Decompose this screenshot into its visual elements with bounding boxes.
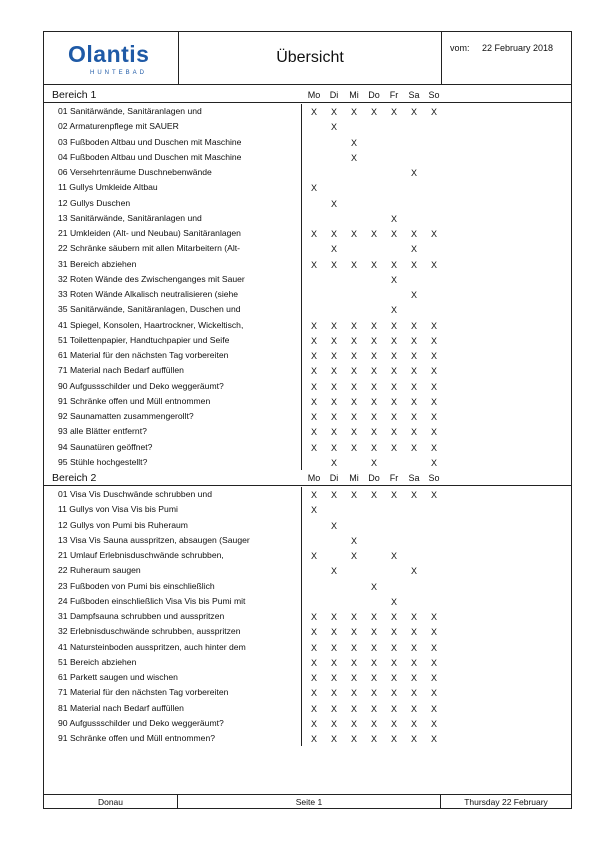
date-cell	[442, 32, 571, 85]
day-check-mark: X	[370, 366, 377, 377]
date-label: vom:	[450, 43, 470, 53]
day-check-mark: X	[390, 366, 397, 377]
day-check-mark: X	[310, 657, 317, 668]
day-check-mark: X	[370, 427, 377, 438]
day-check-mark: X	[330, 612, 337, 622]
day-check-mark: X	[310, 366, 317, 377]
day-column-header: Mo	[307, 473, 321, 483]
day-check-mark: X	[410, 566, 417, 577]
day-check-mark: X	[330, 381, 337, 392]
task-name: 92 Saunamatten zusammengerollt?	[58, 411, 194, 421]
day-check-mark: X	[390, 612, 397, 622]
day-check-mark: X	[350, 396, 357, 407]
day-check-mark: X	[430, 259, 437, 270]
day-column-header: Sa	[408, 90, 420, 100]
document-frame	[43, 31, 572, 809]
day-check-mark: X	[330, 351, 337, 361]
task-row	[44, 563, 571, 578]
day-check-mark: X	[410, 688, 417, 699]
day-check-mark: X	[330, 673, 337, 683]
day-check-mark: X	[350, 366, 357, 377]
day-check-mark: X	[310, 642, 317, 653]
task-name: 61 Parkett saugen und wischen	[58, 672, 178, 682]
day-check-mark: X	[430, 718, 437, 729]
day-check-mark: X	[410, 320, 417, 331]
day-check-mark: X	[350, 152, 357, 163]
day-check-mark: X	[310, 703, 317, 714]
day-check-mark: X	[410, 259, 417, 270]
day-check-mark: X	[410, 642, 417, 653]
task-name: 81 Material nach Bedarf auffüllen	[58, 702, 184, 713]
footer-left: Donau	[44, 795, 178, 809]
day-check-mark: X	[370, 703, 377, 714]
day-check-mark: X	[350, 259, 357, 270]
day-check-mark: X	[330, 229, 337, 239]
day-check-mark: X	[430, 335, 437, 346]
day-check-mark: X	[370, 718, 377, 729]
task-row	[44, 318, 571, 333]
day-check-mark: X	[350, 673, 357, 683]
task-row	[44, 579, 571, 594]
day-check-mark: X	[430, 627, 437, 638]
day-check-mark: X	[390, 427, 397, 438]
day-check-mark: X	[370, 581, 377, 592]
day-check-mark: X	[310, 734, 317, 744]
task-row	[44, 302, 571, 317]
task-row	[44, 731, 571, 746]
day-check-mark: X	[390, 657, 397, 668]
task-name: 90 Aufgussschilder und Deko weggeräumt?	[58, 717, 224, 728]
day-check-mark: X	[370, 351, 377, 361]
day-check-mark: X	[310, 490, 317, 500]
day-column-header: Di	[329, 90, 339, 100]
day-check-mark: X	[390, 351, 397, 361]
day-column-header: So	[428, 90, 440, 100]
day-check-mark: X	[430, 107, 437, 117]
day-check-mark: X	[370, 320, 377, 331]
task-name: 04 Fußboden Altbau und Duschen mit Maschine	[58, 151, 242, 162]
day-check-mark: X	[350, 381, 357, 392]
day-check-mark: X	[410, 244, 417, 255]
day-check-mark: X	[390, 229, 397, 239]
day-check-mark: X	[390, 718, 397, 729]
day-check-mark: X	[310, 183, 317, 194]
task-name: 71 Material nach Bedarf auffüllen	[58, 365, 184, 376]
task-row	[44, 379, 571, 394]
task-row	[44, 455, 571, 470]
task-name: 61 Material für den nächsten Tag vorbereiten	[58, 350, 229, 360]
day-column-header: Fr	[389, 473, 399, 483]
day-check-mark: X	[310, 688, 317, 699]
day-check-mark: X	[370, 229, 377, 239]
day-check-mark: X	[370, 734, 377, 744]
day-check-mark: X	[410, 366, 417, 377]
day-check-mark: X	[330, 335, 337, 346]
day-check-mark: X	[330, 259, 337, 270]
day-check-mark: X	[410, 290, 417, 300]
day-check-mark: X	[330, 627, 337, 638]
logo-wordmark: Olantis	[68, 41, 150, 67]
task-row	[44, 104, 571, 119]
task-name: 41 Spiegel, Konsolen, Haartrockner, Wickeltisch,	[58, 319, 244, 330]
day-check-mark: X	[430, 688, 437, 699]
task-name: 93 alle Blätter entfernt?	[58, 426, 147, 437]
day-check-mark: X	[330, 688, 337, 699]
task-name: 51 Bereich abziehen	[58, 656, 137, 667]
day-column-header: Di	[329, 473, 339, 483]
task-name: 33 Roten Wände Alkalisch neutralisieren (siehe	[58, 289, 239, 299]
task-name: 51 Toilettenpapier, Handtuchpapier und Seife	[58, 334, 230, 345]
day-check-mark: X	[350, 107, 357, 117]
task-name: 32 Erlebnisduschwände schrubben, ausspritzen	[58, 626, 241, 637]
day-check-mark: X	[350, 351, 357, 361]
day-check-mark: X	[410, 351, 417, 361]
day-check-mark: X	[350, 427, 357, 438]
day-check-mark: X	[370, 442, 377, 453]
day-check-mark: X	[390, 490, 397, 500]
day-check-mark: X	[310, 442, 317, 453]
task-row	[44, 196, 571, 211]
day-check-mark: X	[370, 412, 377, 422]
day-check-mark: X	[430, 351, 437, 361]
day-check-mark: X	[330, 734, 337, 744]
day-check-mark: X	[310, 427, 317, 438]
task-name: 13 Visa Vis Sauna ausspritzen, absaugen (Sauger	[58, 534, 250, 545]
day-check-mark: X	[430, 442, 437, 453]
day-check-mark: X	[390, 627, 397, 638]
day-check-mark: X	[310, 107, 317, 117]
day-check-mark: X	[350, 551, 357, 561]
day-check-mark: X	[410, 396, 417, 407]
task-row	[44, 701, 571, 716]
day-check-mark: X	[430, 412, 437, 422]
day-check-mark: X	[330, 320, 337, 331]
task-name: 71 Material für den nächsten Tag vorbereiten	[58, 687, 229, 698]
day-check-mark: X	[330, 457, 337, 468]
day-check-mark: X	[430, 381, 437, 392]
day-check-mark: X	[370, 612, 377, 622]
day-check-mark: X	[390, 107, 397, 117]
day-check-mark: X	[310, 627, 317, 638]
column-divider	[301, 104, 302, 470]
day-check-mark: X	[370, 673, 377, 683]
task-row	[44, 424, 571, 439]
day-check-mark: X	[330, 718, 337, 729]
day-check-mark: X	[310, 351, 317, 361]
day-check-mark: X	[330, 520, 337, 531]
day-check-mark: X	[310, 612, 317, 622]
task-row	[44, 394, 571, 409]
task-name: 95 Stühle hochgestellt?	[58, 456, 148, 467]
day-check-mark: X	[330, 703, 337, 714]
task-row	[44, 363, 571, 378]
day-check-mark: X	[390, 259, 397, 270]
day-check-mark: X	[330, 442, 337, 453]
task-name: 94 Saunatüren geöffnet?	[58, 441, 153, 452]
task-name: 12 Gullys Duschen	[58, 197, 131, 208]
logo-cell	[44, 32, 179, 85]
day-check-mark: X	[410, 673, 417, 683]
task-name: 01 Visa Vis Duschwände schrubben und	[58, 489, 212, 499]
day-check-mark: X	[430, 457, 437, 468]
day-check-mark: X	[430, 612, 437, 622]
task-row	[44, 211, 571, 226]
day-check-mark: X	[330, 107, 337, 117]
task-row	[44, 716, 571, 731]
task-name: 24 Fußboden einschließlich Visa Vis bis Pumi mit	[58, 595, 246, 606]
task-row	[44, 165, 571, 180]
task-row	[44, 287, 571, 302]
day-check-mark: X	[310, 551, 317, 561]
day-check-mark: X	[390, 596, 397, 607]
day-column-header: Mi	[349, 90, 359, 100]
task-name: 13 Sanitärwände, Sanitäranlagen und	[58, 212, 202, 223]
page-title: Übersicht	[276, 49, 344, 66]
day-check-mark: X	[350, 657, 357, 668]
day-check-mark: X	[410, 657, 417, 668]
task-name: 02 Armaturenpflege mit SAUER	[58, 121, 179, 132]
task-name: 11 Gullys Umkleide Altbau	[58, 182, 158, 193]
olantis-logo	[68, 41, 158, 81]
task-name: 12 Gullys von Pumi bis Ruheraum	[58, 519, 188, 530]
day-check-mark: X	[430, 229, 437, 239]
day-check-mark: X	[330, 566, 337, 577]
task-name: 32 Roten Wände des Zwischenganges mit Sauer	[58, 273, 245, 284]
day-column-header: Do	[368, 473, 380, 483]
day-check-mark: X	[330, 396, 337, 407]
day-check-mark: X	[390, 734, 397, 744]
day-check-mark: X	[330, 427, 337, 438]
task-row	[44, 518, 571, 533]
task-row	[44, 670, 571, 685]
task-row	[44, 655, 571, 670]
day-check-mark: X	[430, 703, 437, 714]
day-check-mark: X	[350, 734, 357, 744]
day-check-mark: X	[350, 320, 357, 331]
task-row	[44, 609, 571, 624]
day-check-mark: X	[430, 642, 437, 653]
task-name: 31 Bereich abziehen	[58, 258, 137, 269]
task-name: 90 Aufgussschilder und Deko weggeräumt?	[58, 380, 224, 391]
task-name: 41 Natursteinboden ausspritzen, auch hinter dem	[58, 641, 246, 652]
day-check-mark: X	[330, 657, 337, 668]
day-check-mark: X	[330, 122, 337, 133]
day-check-mark: X	[410, 107, 417, 117]
footer-page-number: Seite 1	[178, 795, 441, 809]
day-check-mark: X	[410, 718, 417, 729]
day-check-mark: X	[390, 642, 397, 653]
task-name: 11 Gullys von Visa Vis bis Pumi	[58, 504, 178, 515]
day-check-mark: X	[390, 274, 397, 285]
task-name: 91 Schränke offen und Müll entnommen?	[58, 733, 216, 743]
task-row	[44, 548, 571, 563]
day-check-mark: X	[330, 244, 337, 255]
day-check-mark: X	[390, 396, 397, 407]
day-check-mark: X	[330, 198, 337, 209]
day-check-mark: X	[350, 627, 357, 638]
day-check-mark: X	[410, 442, 417, 453]
day-column-header: Fr	[389, 90, 399, 100]
task-row	[44, 440, 571, 455]
day-check-mark: X	[370, 490, 377, 500]
day-check-mark: X	[370, 457, 377, 468]
day-check-mark: X	[350, 535, 357, 546]
task-row	[44, 640, 571, 655]
day-check-mark: X	[430, 734, 437, 744]
day-check-mark: X	[350, 442, 357, 453]
day-check-mark: X	[310, 381, 317, 392]
day-check-mark: X	[310, 396, 317, 407]
day-check-mark: X	[410, 734, 417, 744]
task-name: 31 Dampfsauna schrubben und ausspritzen	[58, 611, 225, 621]
day-check-mark: X	[350, 335, 357, 346]
section-title: Bereich 1	[52, 89, 97, 101]
task-row	[44, 685, 571, 700]
day-column-header: Mi	[349, 473, 359, 483]
column-divider	[301, 487, 302, 746]
task-row	[44, 333, 571, 348]
day-check-mark: X	[390, 703, 397, 714]
day-check-mark: X	[410, 490, 417, 500]
day-check-mark: X	[350, 642, 357, 653]
task-name: 06 Versehrtenräume Duschnebenwände	[58, 167, 212, 177]
day-check-mark: X	[350, 229, 357, 239]
day-check-mark: X	[430, 427, 437, 438]
section-title: Bereich 2	[52, 472, 97, 484]
task-row	[44, 594, 571, 609]
task-row	[44, 533, 571, 548]
day-check-mark: X	[370, 688, 377, 699]
task-name: 35 Sanitärwände, Sanitäranlagen, Duschen und	[58, 304, 241, 315]
footer-date: Thursday 22 February	[464, 797, 548, 807]
day-check-mark: X	[410, 168, 417, 178]
day-column-header: Mo	[307, 90, 321, 100]
day-check-mark: X	[390, 320, 397, 331]
day-check-mark: X	[350, 718, 357, 729]
task-name: 23 Fußboden von Pumi bis einschließlich	[58, 580, 215, 591]
day-check-mark: X	[310, 505, 317, 516]
day-check-mark: X	[430, 320, 437, 331]
day-check-mark: X	[370, 259, 377, 270]
task-row	[44, 150, 571, 165]
day-check-mark: X	[310, 673, 317, 683]
task-row	[44, 257, 571, 272]
task-row	[44, 624, 571, 639]
day-check-mark: X	[390, 673, 397, 683]
day-check-mark: X	[430, 673, 437, 683]
day-check-mark: X	[370, 396, 377, 407]
day-check-mark: X	[390, 305, 397, 316]
task-row	[44, 502, 571, 517]
task-name: 91 Schränke offen und Müll entnommen	[58, 395, 211, 406]
day-check-mark: X	[310, 718, 317, 729]
task-name: 21 Umkleiden (Alt- und Neubau) Sanitäranlagen	[58, 228, 241, 238]
day-check-mark: X	[350, 612, 357, 622]
day-check-mark: X	[410, 229, 417, 239]
task-row	[44, 119, 571, 134]
day-check-mark: X	[390, 688, 397, 699]
task-name: 03 Fußboden Altbau und Duschen mit Maschine	[58, 136, 242, 147]
task-row	[44, 226, 571, 241]
task-row	[44, 135, 571, 150]
day-check-mark: X	[310, 320, 317, 331]
day-check-mark: X	[430, 657, 437, 668]
day-check-mark: X	[390, 213, 397, 224]
day-check-mark: X	[390, 412, 397, 422]
task-name: 01 Sanitärwände, Sanitäranlagen und	[58, 106, 202, 116]
day-check-mark: X	[370, 642, 377, 653]
day-check-mark: X	[410, 335, 417, 346]
day-check-mark: X	[350, 703, 357, 714]
day-check-mark: X	[370, 627, 377, 638]
day-check-mark: X	[390, 335, 397, 346]
task-row	[44, 180, 571, 195]
day-check-mark: X	[310, 259, 317, 270]
day-column-header: Do	[368, 90, 380, 100]
day-check-mark: X	[410, 612, 417, 622]
task-row	[44, 241, 571, 256]
task-name: 22 Ruheraum saugen	[58, 565, 141, 576]
day-column-header: Sa	[408, 473, 420, 483]
day-check-mark: X	[390, 551, 397, 561]
day-check-mark: X	[370, 107, 377, 117]
day-check-mark: X	[310, 412, 317, 422]
day-check-mark: X	[430, 396, 437, 407]
day-check-mark: X	[330, 412, 337, 422]
day-check-mark: X	[370, 335, 377, 346]
day-check-mark: X	[370, 381, 377, 392]
day-check-mark: X	[410, 703, 417, 714]
date-value: 22 February 2018	[482, 43, 554, 53]
day-check-mark: X	[350, 688, 357, 699]
day-check-mark: X	[410, 427, 417, 438]
day-check-mark: X	[350, 490, 357, 500]
day-check-mark: X	[410, 627, 417, 638]
day-check-mark: X	[330, 366, 337, 377]
day-check-mark: X	[370, 657, 377, 668]
day-check-mark: X	[390, 381, 397, 392]
day-check-mark: X	[330, 490, 337, 500]
section-header	[44, 471, 571, 486]
day-check-mark: X	[410, 381, 417, 392]
day-check-mark: X	[430, 366, 437, 377]
task-row	[44, 272, 571, 287]
day-check-mark: X	[350, 412, 357, 422]
day-check-mark: X	[330, 642, 337, 653]
day-check-mark: X	[310, 335, 317, 346]
title-cell	[179, 32, 442, 85]
page-footer	[44, 794, 571, 809]
day-check-mark: X	[390, 442, 397, 453]
day-column-header: So	[428, 473, 440, 483]
day-check-mark: X	[350, 137, 357, 148]
task-name: 22 Schränke säubern mit allen Mitarbeitern (Alt-	[58, 243, 240, 254]
task-row	[44, 348, 571, 363]
task-row	[44, 409, 571, 424]
day-check-mark: X	[410, 412, 417, 422]
section-header	[44, 88, 571, 103]
logo-subtitle: HUNTEBAD	[90, 70, 148, 76]
task-row	[44, 487, 571, 502]
day-check-mark: X	[430, 490, 437, 500]
task-name: 21 Umlauf Erlebnisduschwände schrubben,	[58, 550, 224, 560]
day-check-mark: X	[310, 229, 317, 239]
